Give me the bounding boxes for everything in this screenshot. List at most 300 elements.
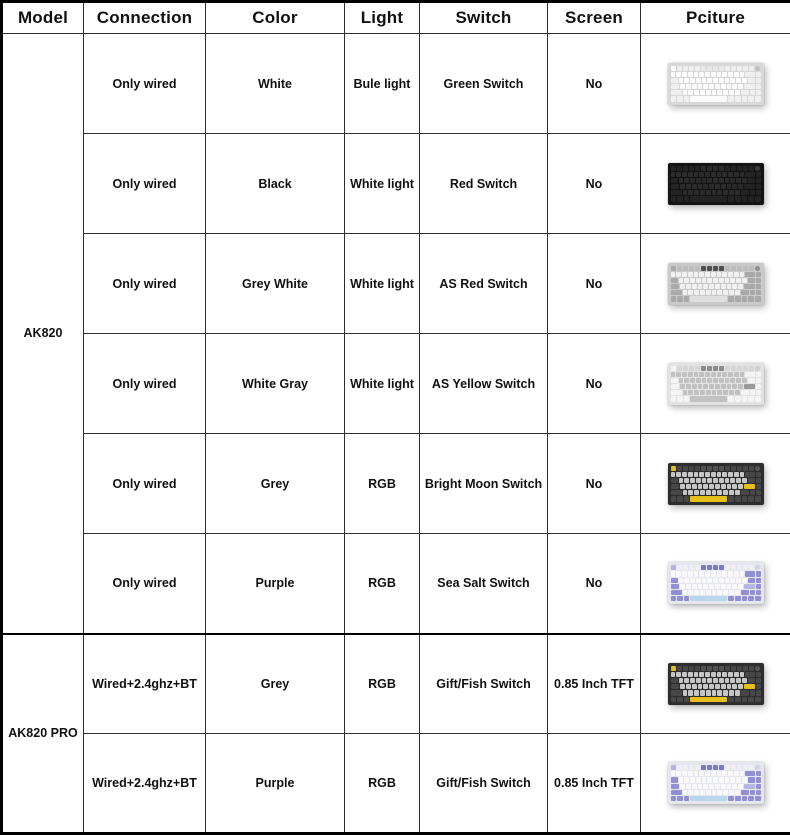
keyboard-key	[750, 190, 755, 195]
keyboard-key	[730, 278, 735, 283]
keyboard-key	[702, 478, 707, 483]
keyboard-key	[706, 390, 711, 395]
keyboard-key	[742, 678, 747, 683]
screen-cell: No	[548, 334, 641, 434]
keyboard-key	[741, 590, 749, 595]
keyboard-key	[719, 777, 724, 782]
keyboard-key	[735, 190, 740, 195]
keyboard-key	[692, 84, 697, 89]
keyboard-key	[677, 296, 683, 301]
keyboard-key	[717, 490, 722, 495]
keyboard-key	[744, 484, 755, 489]
keyboard-key-row	[671, 66, 761, 71]
keyboard-key	[683, 266, 688, 271]
switch-cell: AS Red Switch	[420, 234, 548, 334]
keyboard-key	[715, 784, 720, 789]
keyboard-key	[725, 378, 730, 383]
keyboard-key	[741, 690, 749, 695]
keyboard-key	[679, 678, 684, 683]
keyboard-key	[750, 490, 755, 495]
keyboard-key	[707, 666, 712, 671]
keyboard-key	[740, 472, 745, 477]
keyboard-key	[749, 466, 754, 471]
keyboard-key	[756, 184, 761, 189]
keyboard-key	[756, 372, 761, 377]
picture-cell	[641, 734, 790, 834]
keyboard-key	[676, 272, 681, 277]
keyboard-key	[715, 384, 720, 389]
keyboard-key	[706, 190, 711, 195]
keyboard-key	[683, 490, 688, 495]
keyboard-key	[690, 296, 727, 301]
keyboard-key	[725, 578, 730, 583]
keyboard-key	[713, 565, 718, 570]
keyboard-key	[748, 396, 754, 401]
keyboard-key	[741, 190, 749, 195]
keyboard-key	[707, 765, 712, 770]
keyboard-key	[676, 672, 681, 677]
keyboard-key	[694, 190, 699, 195]
keyboard-key	[694, 290, 699, 295]
keyboard-key	[698, 784, 703, 789]
keyboard-key	[680, 484, 685, 489]
keyboard-key	[682, 472, 687, 477]
keyboard-key	[725, 777, 730, 782]
keyboard-key	[723, 790, 728, 795]
keyboard-key	[735, 697, 741, 702]
picture-cell	[641, 634, 790, 734]
keyboard-key	[717, 390, 722, 395]
keyboard-key	[722, 172, 727, 177]
keyboard-key	[730, 178, 735, 183]
keyboard-key	[700, 190, 705, 195]
keyboard-key	[688, 771, 693, 776]
keyboard-key	[725, 266, 730, 271]
keyboard-key-row	[671, 296, 761, 301]
keyboard-key	[688, 790, 693, 795]
keyboard-key	[756, 690, 761, 695]
keyboard-key	[745, 272, 755, 277]
keyboard-key	[741, 390, 749, 395]
keyboard-key	[671, 296, 677, 301]
keyboard-key	[756, 771, 761, 776]
keyboard-key	[728, 96, 734, 101]
keyboard-key	[707, 166, 712, 171]
keyboard-key	[723, 590, 728, 595]
keyboard-key	[734, 571, 739, 576]
keyboard-key-row	[671, 578, 761, 583]
keyboard-key	[683, 666, 688, 671]
keyboard-key	[717, 571, 722, 576]
keyboard-key	[688, 390, 693, 395]
keyboard-key	[684, 96, 690, 101]
keyboard-key	[744, 784, 755, 789]
keyboard-key	[736, 678, 741, 683]
keyboard-key	[721, 484, 726, 489]
keyboard-key	[700, 490, 705, 495]
keyboard-key	[732, 284, 737, 289]
keyboard-key	[748, 96, 754, 101]
keyboard-key	[701, 166, 706, 171]
picture-cell	[641, 234, 790, 334]
keyboard-key	[701, 666, 706, 671]
keyboard-key	[717, 790, 722, 795]
keyboard-key	[698, 84, 703, 89]
keyboard-key	[737, 266, 742, 271]
keyboard-key-row	[671, 272, 761, 277]
keyboard-key	[683, 290, 688, 295]
keyboard-key	[689, 366, 694, 371]
keyboard-key	[736, 178, 741, 183]
screen-cell: No	[548, 134, 641, 234]
switch-cell: Red Switch	[420, 134, 548, 234]
keyboard-key	[695, 765, 700, 770]
keyboard-key	[711, 472, 716, 477]
keyboard-key	[731, 565, 736, 570]
switch-cell: Gift/Fish Switch	[420, 734, 548, 834]
keyboard-key	[694, 72, 699, 77]
keyboard-key	[738, 784, 743, 789]
keyboard-key	[740, 672, 745, 677]
keyboard-key	[699, 72, 704, 77]
keyboard-key	[690, 496, 727, 501]
keyboard-key	[732, 384, 737, 389]
keyboard-key-row	[671, 96, 761, 101]
keyboard-key	[748, 678, 755, 683]
keyboard-key	[755, 196, 761, 201]
keyboard-key	[742, 78, 747, 83]
keyboard-key	[719, 78, 724, 83]
keyboard-key	[730, 78, 735, 83]
keyboard-key	[735, 596, 741, 601]
keyboard-key	[756, 678, 761, 683]
keyboard-key	[706, 690, 711, 695]
keyboard-key	[719, 278, 724, 283]
keyboard-key	[703, 484, 708, 489]
keyboard-key	[679, 178, 684, 183]
keyboard-key	[712, 190, 717, 195]
keyboard-key	[755, 496, 761, 501]
keyboard-key	[671, 378, 678, 383]
keyboard-key	[722, 571, 727, 576]
keyboard-key	[730, 578, 735, 583]
keyboard-key	[748, 578, 755, 583]
keyboard-key	[727, 584, 732, 589]
keyboard-key	[677, 396, 683, 401]
keyboard-key	[684, 296, 690, 301]
keyboard-key	[695, 466, 700, 471]
keyboard-key	[711, 771, 716, 776]
keyboard-key-row	[671, 172, 761, 177]
keyboard-key	[730, 378, 735, 383]
keyboard-key	[707, 578, 712, 583]
keyboard-key	[705, 672, 710, 677]
keyboard-key	[748, 178, 755, 183]
connection-cell: Wired+2.4ghz+BT	[84, 634, 206, 734]
keyboard-key	[727, 684, 732, 689]
keyboard-key	[732, 684, 737, 689]
keyboard-key	[694, 490, 699, 495]
keyboard-key	[750, 290, 755, 295]
keyboard-key	[683, 565, 688, 570]
keyboard-key	[741, 490, 749, 495]
keyboard-key	[695, 166, 700, 171]
keyboard-key	[722, 372, 727, 377]
keyboard-key	[692, 184, 697, 189]
keyboard-key	[698, 684, 703, 689]
light-cell: White light	[345, 334, 420, 434]
keyboard-key	[701, 266, 706, 271]
keyboard-key	[737, 66, 742, 71]
keyboard-key-row	[671, 290, 761, 295]
keyboard-key	[707, 66, 712, 71]
keyboard-key	[721, 584, 726, 589]
keyboard-key	[682, 771, 687, 776]
switch-cell: Bright Moon Switch	[420, 434, 548, 534]
keyboard-key	[756, 790, 761, 795]
keyboard-key	[727, 784, 732, 789]
keyboard-key	[728, 672, 733, 677]
keyboard-key	[688, 72, 693, 77]
table-row	[2, 434, 790, 534]
keyboard-key	[734, 672, 739, 677]
keyboard-key	[728, 571, 733, 576]
keyboard-key-row	[671, 466, 761, 471]
keyboard-key	[725, 565, 730, 570]
keyboard-key-row	[671, 490, 761, 495]
keyboard-key	[707, 366, 712, 371]
keyboard-key	[707, 478, 712, 483]
keyboard-key	[734, 272, 739, 277]
keyboard-key	[701, 466, 706, 471]
keyboard-key	[745, 672, 755, 677]
keyboard-key	[671, 790, 682, 795]
keyboard-key	[745, 172, 755, 177]
keyboard-key	[729, 190, 734, 195]
keyboard-key	[692, 484, 697, 489]
keyboard-key	[713, 777, 718, 782]
keyboard-key	[713, 666, 718, 671]
keyboard-key	[671, 796, 677, 801]
keyboard-key-row	[671, 390, 761, 395]
keyboard-key	[738, 384, 743, 389]
keyboard-key	[719, 478, 724, 483]
keyboard-key-row	[671, 571, 761, 576]
keyboard-key	[679, 578, 684, 583]
keyboard-key	[742, 96, 748, 101]
keyboard-key	[729, 290, 734, 295]
keyboard-key	[679, 777, 684, 782]
keyboard-key	[680, 584, 685, 589]
keyboard-key	[717, 190, 722, 195]
keyboard-key	[671, 571, 676, 576]
keyboard-key	[686, 284, 691, 289]
keyboard-key	[683, 790, 688, 795]
keyboard-key	[738, 184, 743, 189]
keyboard-key	[742, 178, 747, 183]
keyboard-key	[671, 78, 678, 83]
keyboard-key	[684, 697, 690, 702]
keyboard-key	[684, 78, 689, 83]
keyboard-key	[686, 484, 691, 489]
keyboard-key	[701, 765, 706, 770]
keyboard-key	[700, 690, 705, 695]
keyboard-key	[723, 290, 728, 295]
keyboard-key-row	[671, 478, 761, 483]
keyboard-key	[719, 266, 724, 271]
keyboard-key	[671, 372, 676, 377]
keyboard-key	[755, 596, 761, 601]
keyboard-key	[692, 284, 697, 289]
keyboard-key	[712, 290, 717, 295]
keyboard-key	[727, 484, 732, 489]
keyboard-key	[713, 678, 718, 683]
keyboard-key	[671, 478, 678, 483]
keyboard-image-pro-grey	[668, 663, 764, 705]
keyboard-key	[742, 478, 747, 483]
keyboard-key	[698, 384, 703, 389]
keyboard-key	[689, 666, 694, 671]
keyboard-key	[671, 178, 678, 183]
keyboard-key	[755, 96, 761, 101]
keyboard-key	[694, 90, 699, 95]
keyboard-key	[735, 490, 740, 495]
keyboard-key-row	[671, 765, 761, 770]
keyboard-key	[750, 90, 755, 95]
keyboard-key	[728, 272, 733, 277]
color-cell: Black	[206, 134, 345, 234]
keyboard-key	[725, 666, 730, 671]
keyboard-key	[728, 196, 734, 201]
keyboard-key	[689, 66, 694, 71]
keyboard-key	[749, 166, 754, 171]
keyboard-key	[727, 184, 732, 189]
keyboard-image-white	[668, 63, 764, 105]
connection-cell: Only wired	[84, 334, 206, 434]
switch-cell: Sea Salt Switch	[420, 534, 548, 634]
keyboard-key	[727, 84, 732, 89]
keyboard-key-row	[671, 771, 761, 776]
keyboard-key	[743, 266, 748, 271]
keyboard-key	[719, 578, 724, 583]
keyboard-key	[755, 796, 761, 801]
keyboard-key	[712, 790, 717, 795]
keyboard-key	[735, 390, 740, 395]
keyboard-key-row	[671, 784, 761, 789]
table-row	[2, 734, 790, 834]
picture-cell	[641, 334, 790, 434]
keyboard-key	[703, 684, 708, 689]
model-cell-ak820: AK820	[2, 34, 84, 634]
keyboard-key	[686, 84, 691, 89]
keyboard-key	[709, 684, 714, 689]
keyboard-key	[731, 266, 736, 271]
keyboard-key-row	[671, 590, 761, 595]
keyboard-key	[755, 697, 761, 702]
keyboard-key	[683, 466, 688, 471]
keyboard-key	[756, 90, 761, 95]
table-row	[2, 634, 790, 734]
keyboard-key	[728, 771, 733, 776]
keyboard-image-purple	[668, 562, 764, 604]
keyboard-key	[671, 396, 677, 401]
keyboard-key	[725, 166, 730, 171]
keyboard-key	[729, 790, 734, 795]
keyboard-key	[744, 84, 755, 89]
keyboard-key	[728, 296, 734, 301]
keyboard-key	[694, 372, 699, 377]
keyboard-key	[744, 584, 755, 589]
keyboard-key	[734, 172, 739, 177]
keyboard-key	[702, 678, 707, 683]
keyboard-key	[707, 777, 712, 782]
keyboard-key	[719, 66, 724, 71]
keyboard-key	[699, 571, 704, 576]
keyboard-key	[735, 96, 741, 101]
keyboard-key	[690, 396, 727, 401]
keyboard-key	[709, 384, 714, 389]
keyboard-key-row	[671, 166, 761, 171]
keyboard-key	[705, 771, 710, 776]
keyboard-knob	[755, 166, 760, 171]
keyboard-key	[707, 266, 712, 271]
keyboard-key-row	[671, 777, 761, 782]
keyboard-key	[686, 184, 691, 189]
keyboard-key	[736, 777, 741, 782]
keyboard-key	[682, 72, 687, 77]
keyboard-key	[713, 366, 718, 371]
keyboard-key	[712, 490, 717, 495]
keyboard-key	[706, 590, 711, 595]
keyboard-key	[696, 578, 701, 583]
keyboard-key	[706, 290, 711, 295]
keyboard-key	[745, 72, 755, 77]
keyboard-key	[721, 84, 726, 89]
keyboard-image-white-gray	[668, 363, 764, 405]
keyboard-key	[728, 472, 733, 477]
keyboard-key	[728, 697, 734, 702]
keyboard-key	[736, 278, 741, 283]
keyboard-key	[694, 790, 699, 795]
keyboard-key-row	[671, 284, 761, 289]
col-header-model: Model	[2, 2, 84, 34]
keyboard-key	[722, 472, 727, 477]
keyboard-key	[676, 372, 681, 377]
keyboard-key	[686, 584, 691, 589]
keyboard-key	[749, 66, 754, 71]
keyboard-key-row	[671, 184, 761, 189]
keyboard-key	[688, 490, 693, 495]
keyboard-key	[744, 384, 755, 389]
keyboard-key	[742, 196, 748, 201]
keyboard-key	[703, 584, 708, 589]
keyboard-key	[737, 666, 742, 671]
light-cell: RGB	[345, 434, 420, 534]
keyboard-key	[713, 478, 718, 483]
keyboard-key	[734, 472, 739, 477]
keyboard-key	[727, 284, 732, 289]
keyboard-key	[680, 284, 685, 289]
light-cell: RGB	[345, 534, 420, 634]
keyboard-key	[690, 96, 727, 101]
keyboard-key	[735, 296, 741, 301]
keyboard-key	[671, 384, 680, 389]
keyboard-key	[715, 484, 720, 489]
keyboard-key	[742, 777, 747, 782]
keyboard-key	[721, 684, 726, 689]
keyboard-key	[696, 178, 701, 183]
keyboard-key	[684, 396, 690, 401]
